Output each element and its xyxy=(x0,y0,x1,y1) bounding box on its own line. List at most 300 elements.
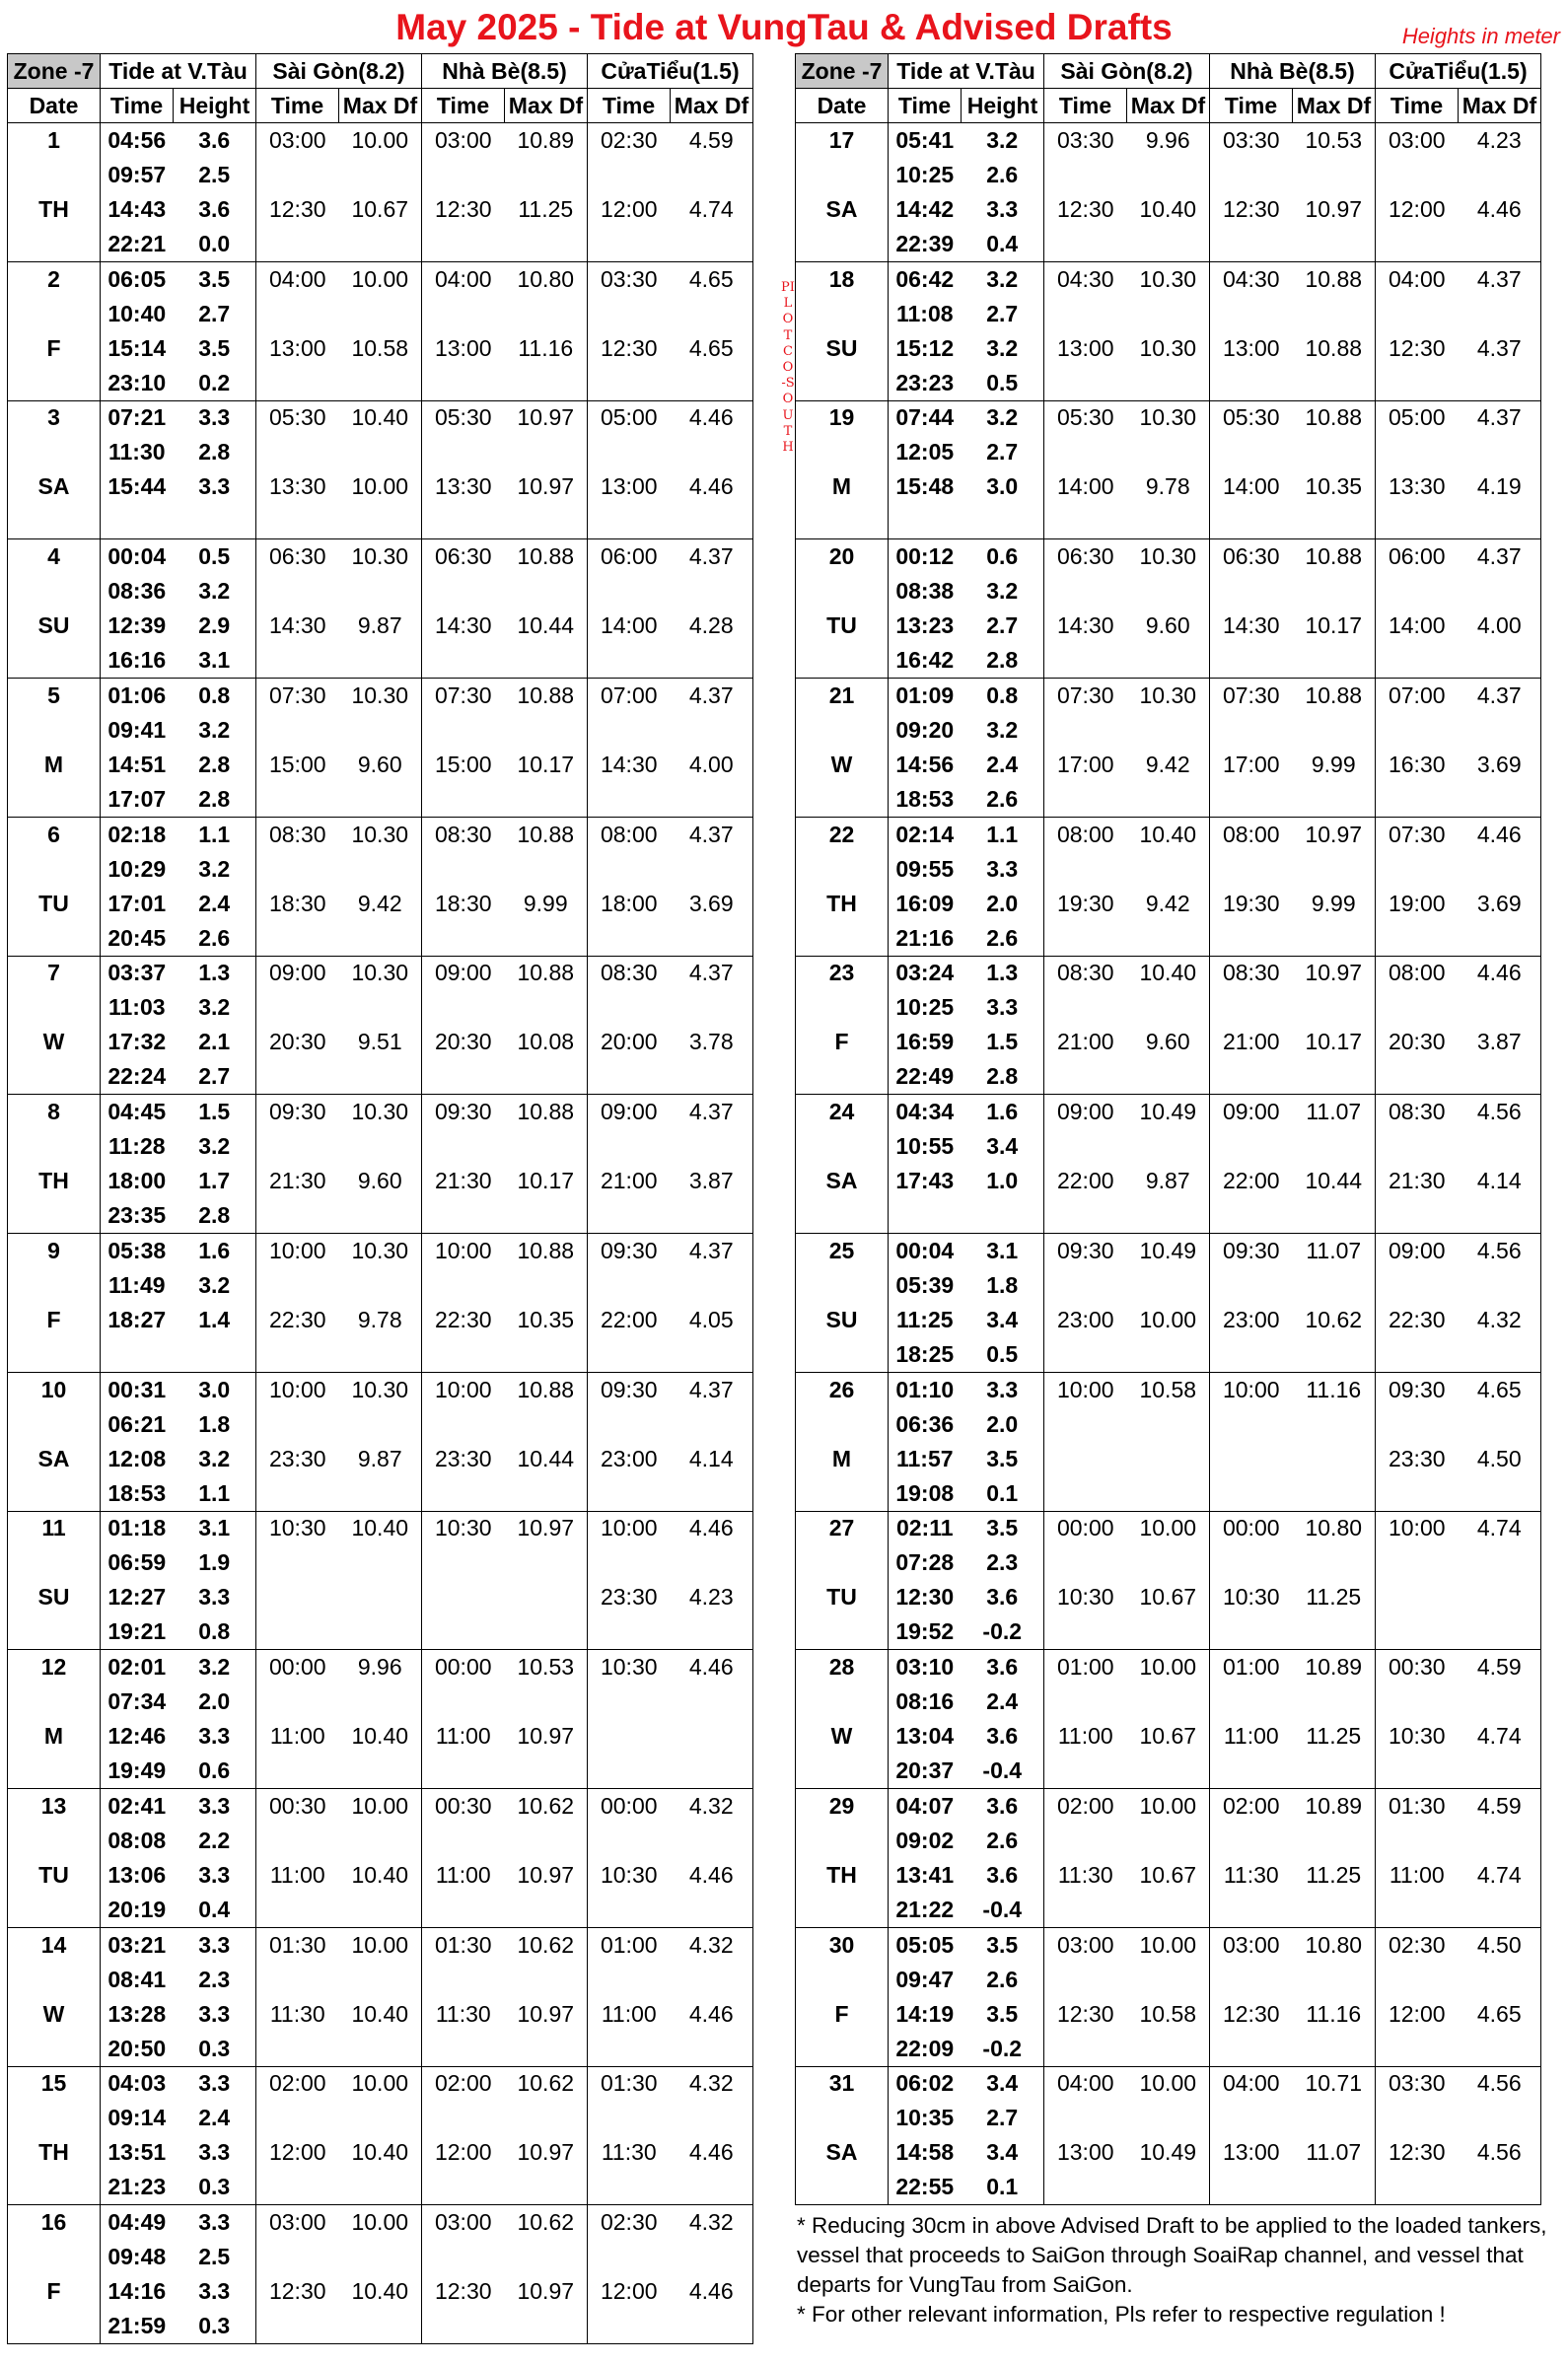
date-cell-empty xyxy=(8,2032,101,2066)
saigon-time: 14:30 xyxy=(1056,612,1114,639)
saigon-maxdf: 10.00 xyxy=(339,469,422,504)
cuatieu-time-empty xyxy=(588,921,671,956)
nhabe-maxdf: 11.25 xyxy=(1293,1858,1376,1893)
nhabe-time: 18:30 xyxy=(434,890,492,916)
nhabe-maxdf-empty xyxy=(1293,158,1376,192)
cuatieu-maxdf: 4.46 xyxy=(671,400,753,435)
nhabe-time-empty xyxy=(1210,1893,1293,1927)
nhabe-time: 00:00 xyxy=(434,1654,492,1681)
date-cell-empty xyxy=(8,990,101,1025)
vungtau-time: 11:28 xyxy=(107,1133,166,1160)
nhabe-time: 03:00 xyxy=(434,126,492,153)
saigon-maxdf-empty xyxy=(1127,643,1210,678)
vungtau-height: 3.3 xyxy=(174,400,256,435)
table-row xyxy=(8,1442,753,1476)
cuatieu-time-empty xyxy=(1376,713,1459,748)
vungtau-time: 04:45 xyxy=(107,1099,167,1125)
nhabe-maxdf-empty xyxy=(505,1407,588,1442)
nhabe-maxdf: 10.17 xyxy=(505,1164,588,1198)
nhabe-maxdf-empty xyxy=(1293,2101,1376,2135)
vungtau-time: 12:05 xyxy=(895,439,955,466)
nhabe-maxdf: 10.62 xyxy=(505,2205,588,2240)
cuatieu-maxdf-empty xyxy=(671,2309,753,2343)
vungtau-time: 21:22 xyxy=(889,1893,962,1927)
nhabe-maxdf: 10.62 xyxy=(1293,1303,1376,1337)
saigon-time-empty xyxy=(256,366,339,400)
table-row xyxy=(796,2032,1541,2066)
saigon-time: 01:30 xyxy=(268,1931,326,1958)
saigon-maxdf-empty xyxy=(339,1893,422,1927)
cuatieu-time-empty xyxy=(588,435,671,469)
cuatieu-maxdf-empty xyxy=(671,574,753,609)
date-cell-empty xyxy=(796,435,889,469)
vungtau-time xyxy=(101,1337,174,1372)
nhabe-maxdf-empty xyxy=(505,1476,588,1511)
vungtau-height: 0.8 xyxy=(174,679,256,713)
nhabe-time: 12:30 xyxy=(434,2278,492,2305)
saigon-time-empty xyxy=(256,1545,339,1580)
saigon-time-empty xyxy=(1044,1614,1127,1649)
time-col-header: Time xyxy=(1044,89,1127,123)
table-row xyxy=(8,956,753,990)
cuatieu-time: 13:00 xyxy=(600,473,658,500)
saigon-time xyxy=(1044,1442,1127,1476)
cuatieu-time-empty xyxy=(1376,1129,1459,1164)
cuatieu-maxdf xyxy=(1459,1580,1541,1614)
vungtau-time: 08:08 xyxy=(107,1827,167,1853)
vungtau-height: 2.3 xyxy=(174,1963,256,1997)
cuatieu-maxdf: 4.14 xyxy=(1459,1164,1541,1198)
cuatieu-maxdf: 4.05 xyxy=(671,1303,753,1337)
vungtau-time: 01:06 xyxy=(107,681,167,708)
nhabe-time-empty xyxy=(1210,158,1293,192)
day-number: 27 xyxy=(796,1511,889,1545)
nhabe-maxdf: 9.99 xyxy=(1293,748,1376,782)
nhabe-maxdf: 10.97 xyxy=(1293,192,1376,227)
table-row xyxy=(8,400,753,435)
vungtau-time: 10:55 xyxy=(895,1133,955,1160)
saigon-maxdf: 10.00 xyxy=(1127,1511,1210,1545)
saigon-time: 12:30 xyxy=(268,195,326,222)
nhabe-time-empty xyxy=(1210,921,1293,956)
cuatieu-header: CửaTiểu(1.5) xyxy=(1376,54,1541,89)
saigon-time: 10:30 xyxy=(1056,1584,1114,1611)
cuatieu-maxdf: 4.74 xyxy=(671,192,753,227)
saigon-maxdf-empty xyxy=(339,1268,422,1303)
cuatieu-maxdf-empty xyxy=(1459,227,1541,261)
vungtau-height: 3.2 xyxy=(174,1129,256,1164)
table-row xyxy=(796,1719,1541,1754)
date-cell-empty xyxy=(8,435,101,469)
saigon-time: 14:00 xyxy=(1056,473,1114,500)
weekday: SA xyxy=(8,1442,101,1476)
saigon-time: 15:00 xyxy=(268,751,326,777)
nhabe-time-empty xyxy=(1210,1754,1293,1788)
nhabe-time: 17:00 xyxy=(1222,751,1280,777)
nhabe-maxdf-empty xyxy=(505,1337,588,1372)
cuatieu-time: 01:30 xyxy=(1388,1792,1446,1819)
saigon-time-empty xyxy=(256,1824,339,1858)
weekday: F xyxy=(8,2274,101,2309)
saigon-time: 17:00 xyxy=(1056,751,1114,777)
vungtau-height: 2.6 xyxy=(962,158,1044,192)
saigon-maxdf-empty xyxy=(1127,2032,1210,2066)
nhabe-maxdf: 11.16 xyxy=(1293,1372,1376,1406)
cuatieu-time-empty xyxy=(588,1614,671,1649)
table-row xyxy=(796,1337,1541,1372)
table-row xyxy=(8,158,753,192)
table-row xyxy=(8,1511,753,1545)
day-number: 17 xyxy=(796,123,889,158)
saigon-maxdf-empty xyxy=(339,1754,422,1788)
saigon-maxdf: 10.00 xyxy=(339,123,422,158)
saigon-time: 11:30 xyxy=(269,2000,325,2027)
day-number: 28 xyxy=(796,1650,889,1684)
saigon-time-empty xyxy=(256,1614,339,1649)
vungtau-time: 04:03 xyxy=(107,2070,167,2097)
vungtau-time: 19:52 xyxy=(889,1614,962,1649)
nhabe-time: 04:30 xyxy=(1222,265,1280,292)
vungtau-height: 3.2 xyxy=(174,1442,256,1476)
vungtau-height: 0.0 xyxy=(174,227,256,261)
table-row xyxy=(796,1963,1541,1997)
cuatieu-time-empty xyxy=(588,1963,671,1997)
nhabe-time-empty xyxy=(422,1545,505,1580)
saigon-time-empty xyxy=(256,227,339,261)
saigon-time: 07:30 xyxy=(268,681,326,708)
saigon-time: 14:30 xyxy=(268,612,326,639)
vungtau-time: 22:55 xyxy=(889,2170,962,2204)
saigon-time: 22:00 xyxy=(1056,1168,1114,1194)
table-row xyxy=(8,1754,753,1788)
weekday: TH xyxy=(796,887,889,921)
nhabe-time: 11:30 xyxy=(1223,1861,1279,1888)
saigon-time-empty xyxy=(256,504,339,538)
saigon-maxdf-empty xyxy=(339,1059,422,1094)
vungtau-height: 1.3 xyxy=(174,956,256,990)
nhabe-time: 03:00 xyxy=(1222,1931,1280,1958)
saigon-time-empty xyxy=(256,1893,339,1927)
table-row xyxy=(8,261,753,296)
saigon-maxdf: 9.96 xyxy=(1127,123,1210,158)
date-cell-empty xyxy=(8,2309,101,2343)
saigon-time-empty xyxy=(1044,1754,1127,1788)
saigon-maxdf: 10.67 xyxy=(1127,1719,1210,1754)
weekday: M xyxy=(8,748,101,782)
vungtau-height: 1.1 xyxy=(962,817,1044,851)
nhabe-time: 03:30 xyxy=(1222,126,1280,153)
saigon-maxdf-empty xyxy=(1127,713,1210,748)
saigon-maxdf-empty xyxy=(339,1129,422,1164)
cuatieu-time-empty xyxy=(1376,1754,1459,1788)
cuatieu-maxdf-empty xyxy=(1459,1963,1541,1997)
vungtau-time: 10:35 xyxy=(895,2105,955,2131)
nhabe-time: 08:30 xyxy=(1222,960,1280,986)
cuatieu-time: 06:00 xyxy=(1388,543,1446,570)
nhabe-time-empty xyxy=(422,2309,505,2343)
cuatieu-time-empty xyxy=(1376,852,1459,887)
vungtau-height: 2.0 xyxy=(174,1684,256,1719)
vungtau-height: 3.6 xyxy=(174,192,256,227)
nhabe-time-empty xyxy=(1210,1545,1293,1580)
vungtau-height: 2.6 xyxy=(962,1963,1044,1997)
cuatieu-maxdf-empty xyxy=(1459,2032,1541,2066)
date-cell-empty xyxy=(796,990,889,1025)
table-row xyxy=(8,1684,753,1719)
cuatieu-time: 01:30 xyxy=(600,2070,658,2097)
weekday: TH xyxy=(796,1858,889,1893)
nhabe-maxdf xyxy=(1293,1442,1376,1476)
saigon-maxdf-empty xyxy=(1127,2101,1210,2135)
nhabe-maxdf-empty xyxy=(1293,1684,1376,1719)
vungtau-time: 00:31 xyxy=(107,1376,167,1402)
cuatieu-time: 10:30 xyxy=(600,1654,658,1681)
vungtau-time: 11:30 xyxy=(107,439,166,466)
saigon-time-empty xyxy=(256,1268,339,1303)
weekday: TH xyxy=(8,192,101,227)
nhabe-maxdf-empty xyxy=(505,2101,588,2135)
cuatieu-maxdf: 4.14 xyxy=(671,1442,753,1476)
vungtau-time: 06:36 xyxy=(895,1410,955,1437)
cuatieu-time: 11:00 xyxy=(601,2000,657,2027)
cuatieu-time-empty xyxy=(588,158,671,192)
nhabe-time: 19:30 xyxy=(1222,890,1280,916)
date-cell-empty xyxy=(796,1059,889,1094)
nhabe-maxdf: 11.25 xyxy=(505,192,588,227)
cuatieu-time-empty xyxy=(1376,1059,1459,1094)
vungtau-height: 0.6 xyxy=(174,1754,256,1788)
nhabe-time: 09:00 xyxy=(434,960,492,986)
saigon-maxdf-empty xyxy=(339,2309,422,2343)
date-cell-empty xyxy=(8,1963,101,1997)
nhabe-time-empty xyxy=(1210,2170,1293,2204)
cuatieu-maxdf-empty xyxy=(671,2170,753,2204)
nhabe-time: 12:00 xyxy=(434,2139,492,2166)
nhabe-time xyxy=(1210,1442,1293,1476)
vungtau-height: 3.3 xyxy=(962,852,1044,887)
cuatieu-maxdf-empty xyxy=(1459,1407,1541,1442)
table-row xyxy=(796,990,1541,1025)
nhabe-time: 13:00 xyxy=(434,334,492,361)
nhabe-time: 08:00 xyxy=(1222,821,1280,847)
vungtau-height: 3.6 xyxy=(962,1789,1044,1824)
vungtau-height: 3.1 xyxy=(174,643,256,678)
cuatieu-time: 12:30 xyxy=(1388,334,1446,361)
vungtau-time: 01:18 xyxy=(107,1515,167,1541)
nhabe-time: 21:00 xyxy=(1222,1029,1280,1055)
cuatieu-maxdf: 4.37 xyxy=(1459,679,1541,713)
day-number: 26 xyxy=(796,1372,889,1406)
nhabe-maxdf: 11.25 xyxy=(1293,1719,1376,1754)
date-cell-empty xyxy=(8,2240,101,2274)
vungtau-height: 3.2 xyxy=(174,1650,256,1684)
nhabe-maxdf: 10.88 xyxy=(505,1234,588,1268)
vungtau-height: 1.1 xyxy=(174,1476,256,1511)
cuatieu-time-empty xyxy=(588,1684,671,1719)
saigon-maxdf: 9.87 xyxy=(339,609,422,643)
saigon-time-empty xyxy=(256,297,339,331)
saigon-maxdf-empty xyxy=(1127,366,1210,400)
cuatieu-maxdf-empty xyxy=(671,435,753,469)
vungtau-height: -0.4 xyxy=(962,1893,1044,1927)
vungtau-time: 11:08 xyxy=(895,300,954,326)
saigon-maxdf: 10.00 xyxy=(339,1927,422,1962)
nhabe-maxdf: 11.07 xyxy=(1293,1234,1376,1268)
saigon-time: 09:30 xyxy=(1056,1237,1114,1263)
saigon-time: 13:00 xyxy=(1056,334,1114,361)
zone-header: Zone -7 xyxy=(8,54,101,89)
nhabe-maxdf: 10.97 xyxy=(505,1719,588,1754)
table-row xyxy=(8,1893,753,1927)
cuatieu-maxdf-empty xyxy=(1459,1476,1541,1511)
date-cell-empty xyxy=(8,227,101,261)
nhabe-maxdf xyxy=(505,1580,588,1614)
saigon-maxdf-empty xyxy=(339,2101,422,2135)
cuatieu-time-empty xyxy=(1376,1684,1459,1719)
vungtau-height: 2.4 xyxy=(174,887,256,921)
cuatieu-maxdf: 4.74 xyxy=(1459,1719,1541,1754)
cuatieu-time: 09:30 xyxy=(1388,1376,1446,1402)
cuatieu-maxdf: 4.65 xyxy=(671,331,753,366)
weekday: W xyxy=(8,1025,101,1059)
saigon-maxdf: 10.40 xyxy=(1127,192,1210,227)
cuatieu-time-empty xyxy=(1376,1893,1459,1927)
weekday: F xyxy=(796,1997,889,2032)
table-body xyxy=(796,123,1541,2205)
cuatieu-time-empty xyxy=(1376,1476,1459,1511)
nhabe-time-empty xyxy=(1210,2101,1293,2135)
vungtau-height: 3.2 xyxy=(174,713,256,748)
table-row xyxy=(8,2135,753,2170)
saigon-time-empty xyxy=(1044,1893,1127,1927)
cuatieu-maxdf: 4.59 xyxy=(1459,1789,1541,1824)
vungtau-time: 19:21 xyxy=(101,1614,174,1649)
vungtau-time: 03:21 xyxy=(107,1931,167,1958)
cuatieu-time: 04:00 xyxy=(1388,265,1446,292)
saigon-time: 05:30 xyxy=(1056,404,1114,431)
vungtau-height: 3.6 xyxy=(962,1719,1044,1754)
saigon-maxdf-empty xyxy=(339,782,422,817)
saigon-time: 13:00 xyxy=(268,334,326,361)
date-cell-empty xyxy=(796,2170,889,2204)
nhabe-maxdf: 10.35 xyxy=(1293,469,1376,504)
saigon-time-empty xyxy=(256,1476,339,1511)
cuatieu-time: 10:00 xyxy=(1388,1515,1446,1541)
maxdf-col-header: Max Df xyxy=(505,89,588,123)
table-row xyxy=(796,1476,1541,1511)
table-row xyxy=(796,852,1541,887)
table-row xyxy=(796,1095,1541,1129)
saigon-time: 12:00 xyxy=(268,2139,326,2166)
saigon-maxdf-empty xyxy=(339,1824,422,1858)
cuatieu-time: 01:00 xyxy=(600,1931,658,1958)
weekday: SU xyxy=(8,1580,101,1614)
tide-table-right xyxy=(795,53,1541,2205)
table-row xyxy=(796,1268,1541,1303)
cuatieu-time: 02:30 xyxy=(600,2209,658,2236)
nhabe-time-empty xyxy=(1210,990,1293,1025)
saigon-time: 11:00 xyxy=(269,1861,325,1888)
vungtau-height xyxy=(174,504,256,538)
table-row xyxy=(796,1789,1541,1824)
vungtau-time: 02:41 xyxy=(107,1792,167,1819)
day-number: 3 xyxy=(8,400,101,435)
vungtau-time: 14:58 xyxy=(895,2139,955,2166)
vungtau-time: 05:05 xyxy=(895,1931,955,1958)
saigon-maxdf-empty xyxy=(339,297,422,331)
vungtau-time: 04:49 xyxy=(107,2209,167,2236)
nhabe-time: 22:00 xyxy=(1222,1168,1280,1194)
vungtau-height: 3.2 xyxy=(962,261,1044,296)
table-row xyxy=(796,574,1541,609)
nhabe-maxdf: 10.88 xyxy=(1293,331,1376,366)
nhabe-maxdf-empty xyxy=(1293,713,1376,748)
saigon-time: 07:30 xyxy=(1056,681,1114,708)
vungtau-time: 09:41 xyxy=(107,716,167,743)
table-row xyxy=(8,1059,753,1094)
nhabe-maxdf-empty xyxy=(1293,1059,1376,1094)
saigon-maxdf-empty xyxy=(339,1684,422,1719)
vungtau-height: 3.2 xyxy=(174,1268,256,1303)
table-row xyxy=(8,1789,753,1824)
date-cell-empty xyxy=(8,713,101,748)
weekday: TU xyxy=(796,1580,889,1614)
cuatieu-time: 08:30 xyxy=(600,960,658,986)
height-col-header: Height xyxy=(174,89,256,123)
saigon-maxdf: 9.60 xyxy=(1127,1025,1210,1059)
nhabe-time: 09:30 xyxy=(1222,1237,1280,1263)
saigon-maxdf-empty xyxy=(339,504,422,538)
nhabe-maxdf-empty xyxy=(1293,1545,1376,1580)
nhabe-maxdf: 10.08 xyxy=(505,1025,588,1059)
cuatieu-maxdf: 4.50 xyxy=(1459,1927,1541,1962)
saigon-time-empty xyxy=(1044,435,1127,469)
nhabe-time: 12:30 xyxy=(434,195,492,222)
nhabe-time-empty xyxy=(422,2101,505,2135)
cuatieu-time: 11:30 xyxy=(601,2139,657,2166)
nhabe-header: Nhà Bè(8.5) xyxy=(422,54,588,89)
vungtau-height: 3.3 xyxy=(174,1927,256,1962)
saigon-maxdf: 10.40 xyxy=(339,1997,422,2032)
header-row-fields xyxy=(8,89,753,123)
saigon-time-empty xyxy=(256,852,339,887)
cuatieu-maxdf: 4.00 xyxy=(1459,609,1541,643)
vungtau-height: 2.8 xyxy=(174,1198,256,1233)
nhabe-time-empty xyxy=(1210,504,1293,538)
saigon-time-empty xyxy=(256,2032,339,2066)
nhabe-maxdf-empty xyxy=(1293,1476,1376,1511)
nhabe-maxdf: 10.97 xyxy=(505,2274,588,2309)
cuatieu-maxdf-empty xyxy=(671,1268,753,1303)
saigon-time-empty xyxy=(1044,227,1127,261)
vungtau-height: 3.5 xyxy=(962,1442,1044,1476)
vungtau-time: 18:27 xyxy=(107,1306,167,1332)
nhabe-maxdf-empty xyxy=(1293,504,1376,538)
nhabe-maxdf: 10.97 xyxy=(1293,817,1376,851)
vungtau-time: 14:43 xyxy=(107,195,167,222)
vungtau-height xyxy=(962,1198,1044,1233)
vungtau-height: 3.1 xyxy=(962,1234,1044,1268)
cuatieu-time: 09:30 xyxy=(600,1376,658,1402)
saigon-maxdf-empty xyxy=(339,921,422,956)
cuatieu-maxdf: 4.50 xyxy=(1459,1442,1541,1476)
table-row xyxy=(796,1303,1541,1337)
page-title: May 2025 - Tide at VungTau & Advised Drafts xyxy=(395,7,1173,47)
table-row xyxy=(8,227,753,261)
vungtau-time: 18:53 xyxy=(101,1476,174,1511)
vungtau-time: 23:10 xyxy=(101,366,174,400)
saigon-time-empty xyxy=(256,643,339,678)
